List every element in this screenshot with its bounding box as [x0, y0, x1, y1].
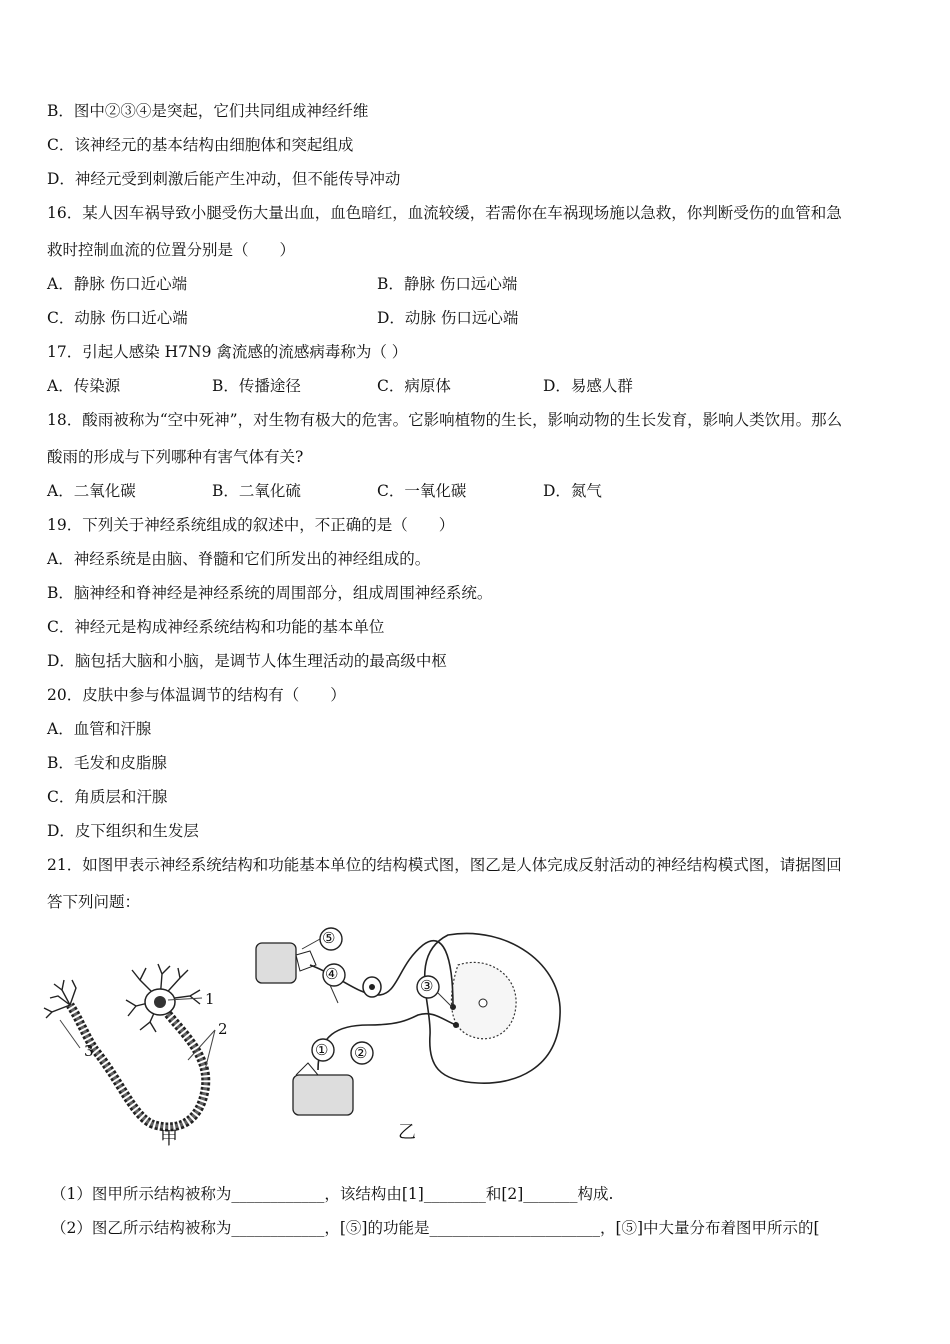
- question-21-line2: 答下列问题：: [47, 893, 141, 911]
- neuron-label-2: 2: [218, 1020, 228, 1038]
- option-18c: C．一氧化碳: [377, 482, 467, 500]
- figure-caption-jia: 甲: [160, 1128, 178, 1149]
- question-17: 17．引起人感染 H7N9 禽流感的流感病毒称为（ ）: [47, 343, 408, 361]
- question-21-line1: 21．如图甲表示神经系统结构和功能基本单位的结构模式图，图乙是人体完成反射活动的神经结构模式图，请据图回: [47, 856, 842, 874]
- option-18a: A．二氧化碳: [47, 482, 136, 500]
- option-17d: D．易感人群: [543, 377, 633, 395]
- option-16b: B．静脉 伤口远心端: [377, 275, 518, 293]
- reflex-label-4: ④: [325, 965, 339, 983]
- neuron-label-1: 1: [205, 990, 215, 1008]
- reflex-arc-figure: [248, 925, 568, 1135]
- option-20d: D．皮下组织和生发层: [47, 822, 199, 840]
- subquestion-21-2: （2）图乙所示结构被称为____________，[⑤]的功能是______________________，[⑤]中大量分布着图甲所示的[: [51, 1219, 820, 1237]
- neuron-figure: [40, 960, 250, 1150]
- reflex-label-2: ②: [354, 1044, 368, 1062]
- reflex-label-3: ③: [420, 977, 434, 995]
- option-17a: A．传染源: [47, 377, 121, 395]
- subquestion-21-1: （1）图甲所示结构被称为____________，该结构由[1]________和[2]_______构成.: [51, 1185, 614, 1203]
- line-q15d: D．神经元受到刺激后能产生冲动，但不能传导冲动: [47, 170, 401, 188]
- option-20a: A．血管和汗腺: [47, 720, 152, 738]
- option-19d: D．脑包括大脑和小脑，是调节人体生理活动的最高级中枢: [47, 652, 447, 670]
- figure-caption-yi: 乙: [398, 1122, 416, 1143]
- reflex-label-5: ⑤: [322, 929, 336, 947]
- option-17b: B．传播途径: [212, 377, 301, 395]
- option-16a: A．静脉 伤口近心端: [47, 275, 188, 293]
- question-18-line2: 酸雨的形成与下列哪种有害气体有关?: [47, 448, 304, 466]
- option-20b: B．毛发和皮脂腺: [47, 754, 167, 772]
- question-18-line1: 18．酸雨被称为“空中死神”，对生物有极大的危害。它影响植物的生长，影响动物的生长发育，影响人类饮用。那么: [47, 411, 843, 429]
- neuron-label-3: 3: [84, 1042, 94, 1060]
- option-18b: B．二氧化硫: [212, 482, 301, 500]
- option-18d: D．氮气: [543, 482, 602, 500]
- option-17c: C．病原体: [377, 377, 451, 395]
- question-20: 20．皮肤中参与体温调节的结构有（ ）: [47, 686, 346, 704]
- option-16d: D．动脉 伤口远心端: [377, 309, 519, 327]
- reflex-label-1: ①: [315, 1041, 329, 1059]
- question-16-line2: 救时控制血流的位置分别是（ ）: [47, 241, 296, 259]
- line-q15c: C．该神经元的基本结构由细胞体和突起组成: [47, 136, 354, 154]
- question-16-line1: 16．某人因车祸导致小腿受伤大量出血，血色暗红，血流较缓，若需你在车祸现场施以急救，你判断受伤的血管和急: [47, 204, 842, 222]
- option-19a: A．神经系统是由脑、脊髓和它们所发出的神经组成的。: [47, 550, 431, 568]
- option-16c: C．动脉 伤口近心端: [47, 309, 188, 327]
- line-q15b: B．图中②③④是突起，它们共同组成神经纤维: [47, 102, 369, 120]
- option-19b: B．脑神经和脊神经是神经系统的周围部分，组成周围神经系统。: [47, 584, 493, 602]
- option-20c: C．角质层和汗腺: [47, 788, 168, 806]
- question-19: 19．下列关于神经系统组成的叙述中，不正确的是（ ）: [47, 516, 455, 534]
- option-19c: C．神经元是构成神经系统结构和功能的基本单位: [47, 618, 385, 636]
